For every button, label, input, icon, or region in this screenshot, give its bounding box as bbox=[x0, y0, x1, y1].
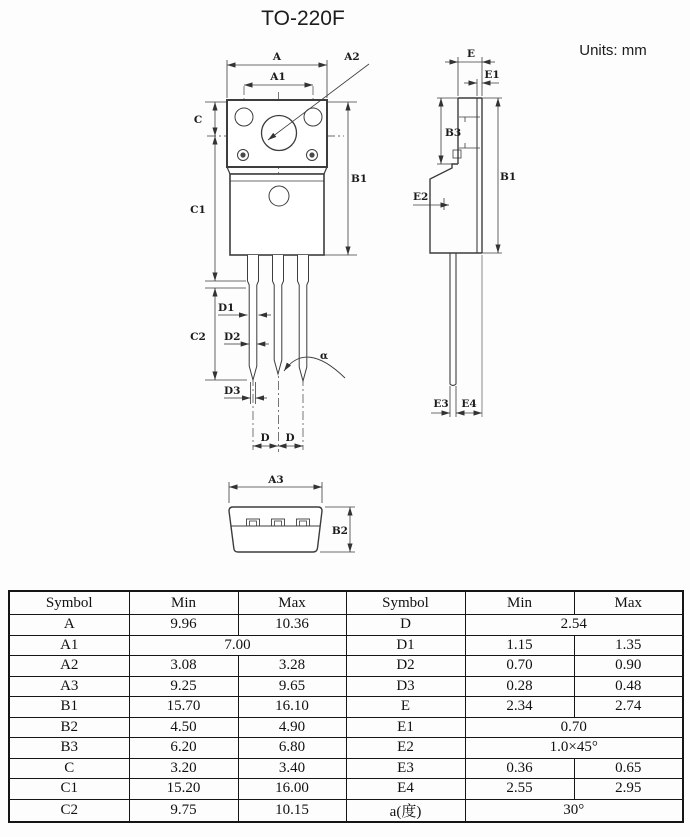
table-cell: 2.34 bbox=[465, 697, 574, 718]
side-view bbox=[413, 57, 502, 417]
bottom-view bbox=[229, 482, 355, 552]
table-cell: 6.20 bbox=[129, 738, 238, 759]
dim-label-A3: A3 bbox=[268, 474, 284, 486]
table-cell: 16.10 bbox=[238, 697, 346, 718]
table-cell: 6.80 bbox=[238, 738, 346, 759]
side-leg bbox=[450, 253, 456, 386]
dim-label-E1: E1 bbox=[484, 69, 500, 81]
dim-label-B1-front: B1 bbox=[351, 173, 368, 185]
table-symbol-cell: C bbox=[9, 758, 129, 779]
table-header-cell: Symbol bbox=[9, 591, 129, 615]
table-cell: 1.0×45° bbox=[465, 738, 683, 759]
table-cell: 30° bbox=[465, 799, 683, 822]
table-cell: a(度) bbox=[346, 799, 465, 822]
table-cell: 10.36 bbox=[238, 615, 346, 636]
table-cell: 0.70 bbox=[465, 656, 574, 677]
table-cell: 16.00 bbox=[238, 779, 346, 800]
table-row bbox=[9, 635, 683, 656]
table-symbol-cell: B2 bbox=[9, 717, 129, 738]
table-cell: 10.15 bbox=[238, 799, 346, 822]
table-row bbox=[9, 676, 683, 697]
table-cell: 0.90 bbox=[574, 656, 683, 677]
dim-label-B2: B2 bbox=[331, 525, 348, 537]
table-cell: 9.65 bbox=[238, 676, 346, 697]
table-cell: 9.96 bbox=[129, 615, 238, 636]
table-cell: 7.00 bbox=[129, 635, 346, 656]
table-row bbox=[9, 697, 683, 718]
bottom-outline bbox=[229, 507, 322, 552]
dim-label-D1: D1 bbox=[218, 302, 235, 314]
table-symbol-cell: B3 bbox=[9, 738, 129, 759]
table-cell: 9.75 bbox=[129, 799, 238, 822]
table-cell: 4.50 bbox=[129, 717, 238, 738]
dim-label-C: C bbox=[193, 114, 203, 126]
table-header-row bbox=[9, 591, 683, 615]
dim-label-D3: D3 bbox=[224, 385, 241, 397]
front-body-outline bbox=[227, 167, 327, 174]
table-symbol-cell: A bbox=[9, 615, 129, 636]
table-cell: 1.35 bbox=[574, 635, 683, 656]
dim-label-D-left: D bbox=[260, 432, 270, 444]
table-row bbox=[9, 779, 683, 800]
dim-label-E2: E2 bbox=[413, 191, 429, 203]
table-symbol-cell: C1 bbox=[9, 779, 129, 800]
table-symbol-cell: E3 bbox=[346, 758, 465, 779]
table-symbol-cell: C2 bbox=[9, 799, 129, 822]
dim-label-A: A bbox=[272, 51, 282, 63]
dim-label-E4: E4 bbox=[461, 398, 477, 410]
table-symbol-cell: E2 bbox=[346, 738, 465, 759]
table-cell: 4.90 bbox=[238, 717, 346, 738]
table-cell: E4 bbox=[346, 779, 465, 800]
dim-label-C1: C1 bbox=[190, 204, 206, 216]
table-header-cell: Max bbox=[574, 591, 683, 615]
front-leg-3 bbox=[298, 255, 309, 381]
lead-angle-arc bbox=[284, 357, 345, 378]
table-symbol-cell: D2 bbox=[346, 656, 465, 677]
table-body bbox=[9, 615, 683, 822]
table-symbol-cell: A2 bbox=[9, 656, 129, 677]
units-label: Units: mm bbox=[579, 42, 647, 59]
table-cell: 0.36 bbox=[465, 758, 574, 779]
table-cell: 0.65 bbox=[574, 758, 683, 779]
table-cell: 15.20 bbox=[129, 779, 238, 800]
front-leg-2 bbox=[273, 255, 284, 374]
table-cell: 3.20 bbox=[129, 758, 238, 779]
table-row bbox=[9, 738, 683, 759]
table-cell: 0.28 bbox=[465, 676, 574, 697]
table-symbol-cell: E1 bbox=[346, 717, 465, 738]
table-cell: 2.55 bbox=[465, 779, 574, 800]
table-symbol-cell: B1 bbox=[9, 697, 129, 718]
dim-label-A2: A2 bbox=[344, 51, 360, 63]
table-header-cell: Min bbox=[465, 591, 574, 615]
table-cell: 15.70 bbox=[129, 697, 238, 718]
table-cell: 3.08 bbox=[129, 656, 238, 677]
front-leg-1 bbox=[248, 255, 259, 380]
table-symbol-cell: A1 bbox=[9, 635, 129, 656]
dim-label-A1: A1 bbox=[270, 71, 286, 83]
dim-label-D2: D2 bbox=[224, 331, 241, 343]
dim-label-B1-side: B1 bbox=[500, 171, 517, 183]
table-header-cell: Symbol bbox=[346, 591, 465, 615]
table-symbol-cell: A3 bbox=[9, 676, 129, 697]
table-symbol-cell: D1 bbox=[346, 635, 465, 656]
side-view-labels bbox=[413, 48, 516, 410]
table-row bbox=[9, 717, 683, 738]
table-cell: 1.15 bbox=[465, 635, 574, 656]
table-row bbox=[9, 758, 683, 779]
table-cell: 0.70 bbox=[465, 717, 683, 738]
table-symbol-cell: E bbox=[346, 697, 465, 718]
table-cell: 0.48 bbox=[574, 676, 683, 697]
page-title: TO-220F bbox=[261, 7, 345, 30]
table-row bbox=[9, 656, 683, 677]
dim-label-B3: B3 bbox=[445, 127, 462, 139]
table-cell: 2.74 bbox=[574, 697, 683, 718]
table-header-cell: Max bbox=[238, 591, 346, 615]
table-cell: 3.28 bbox=[238, 656, 346, 677]
table-symbol-cell: D3 bbox=[346, 676, 465, 697]
table-row bbox=[9, 799, 683, 822]
dim-label-D-right: D bbox=[285, 432, 295, 444]
table-cell: 3.40 bbox=[238, 758, 346, 779]
table-header-cell: Min bbox=[129, 591, 238, 615]
table-cell: 2.95 bbox=[574, 779, 683, 800]
table-cell: 2.54 bbox=[465, 615, 683, 636]
dimension-table bbox=[8, 590, 684, 823]
dim-label-E: E bbox=[466, 48, 476, 60]
table-symbol-cell: D bbox=[346, 615, 465, 636]
table-row bbox=[9, 615, 683, 636]
table-cell: 9.25 bbox=[129, 676, 238, 697]
dim-label-alpha: α bbox=[319, 350, 329, 362]
dim-label-C2: C2 bbox=[190, 331, 206, 343]
dim-label-E3: E3 bbox=[433, 398, 449, 410]
